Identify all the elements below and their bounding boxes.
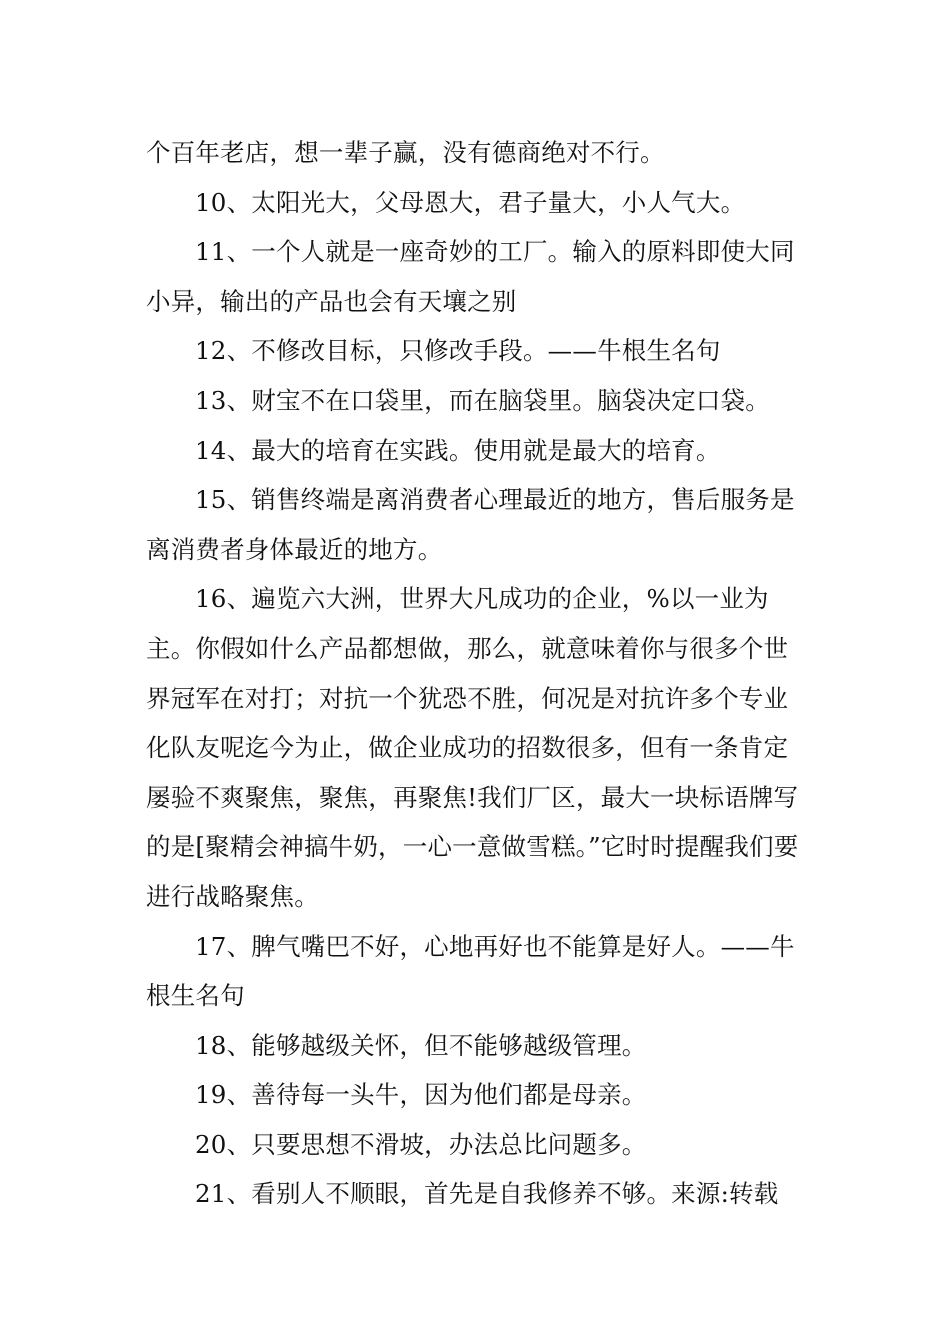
- paragraph-item-19: 19、善待每一头牛，因为他们都是母亲。: [195, 1080, 647, 1110]
- paragraph-continuation: 个百年老店，想一辈子赢，没有德商绝对不行。: [146, 138, 665, 167]
- paragraph-item-12: 12、不修改目标，只修改手段。——牛根生名句: [195, 336, 721, 366]
- paragraph-item-21: 21、看别人不顺眼，首先是自我修养不够。来源:转载: [195, 1179, 779, 1209]
- paragraph-item-20: 20、只要思想不滑坡，办法总比问题多。: [195, 1129, 647, 1159]
- paragraph-item-15: 15、销售终端是离消费者心理最近的地方，售后服务是离消费者身体最近的地方。: [146, 485, 795, 564]
- paragraph-item-13: 13、财宝不在口袋里，而在脑袋里。脑袋决定口袋。: [195, 385, 770, 415]
- paragraph-item-11: 11、一个人就是一座奇妙的工厂。输入的原料即使大同小异，输出的产品也会有天壤之别: [146, 237, 795, 316]
- paragraph-item-16: 16、遍览六大洲，世界大凡成功的企业，%以一业为主。你假如什么产品都想做，那么，就意味着你与很多个世界冠军在对打；对抗一个犹恐不胜，何况是对抗许多个专业化队友呢迄今为止，做企业成功的招数很多，但有一条肯定屡验不爽聚焦，聚焦，再聚焦!我们厂区，最大一块标语牌写的是[聚精会神搞牛奶，一心一意做雪糕。”它时时提醒我们要进行战略聚焦。: [146, 584, 799, 911]
- document-body: [146, 128, 811, 1219]
- paragraph-item-18: 18、能够越级关怀，但不能够越级管理。: [195, 1030, 647, 1060]
- paragraph-item-10: 10、太阳光大，父母恩大，君子量大，小人气大。: [195, 187, 746, 217]
- paragraph-item-14: 14、最大的培育在实践。使用就是最大的培育。: [195, 435, 721, 465]
- paragraph-item-17: 17、脾气嘴巴不好，心地再好也不能算是好人。——牛根生名句: [146, 931, 795, 1011]
